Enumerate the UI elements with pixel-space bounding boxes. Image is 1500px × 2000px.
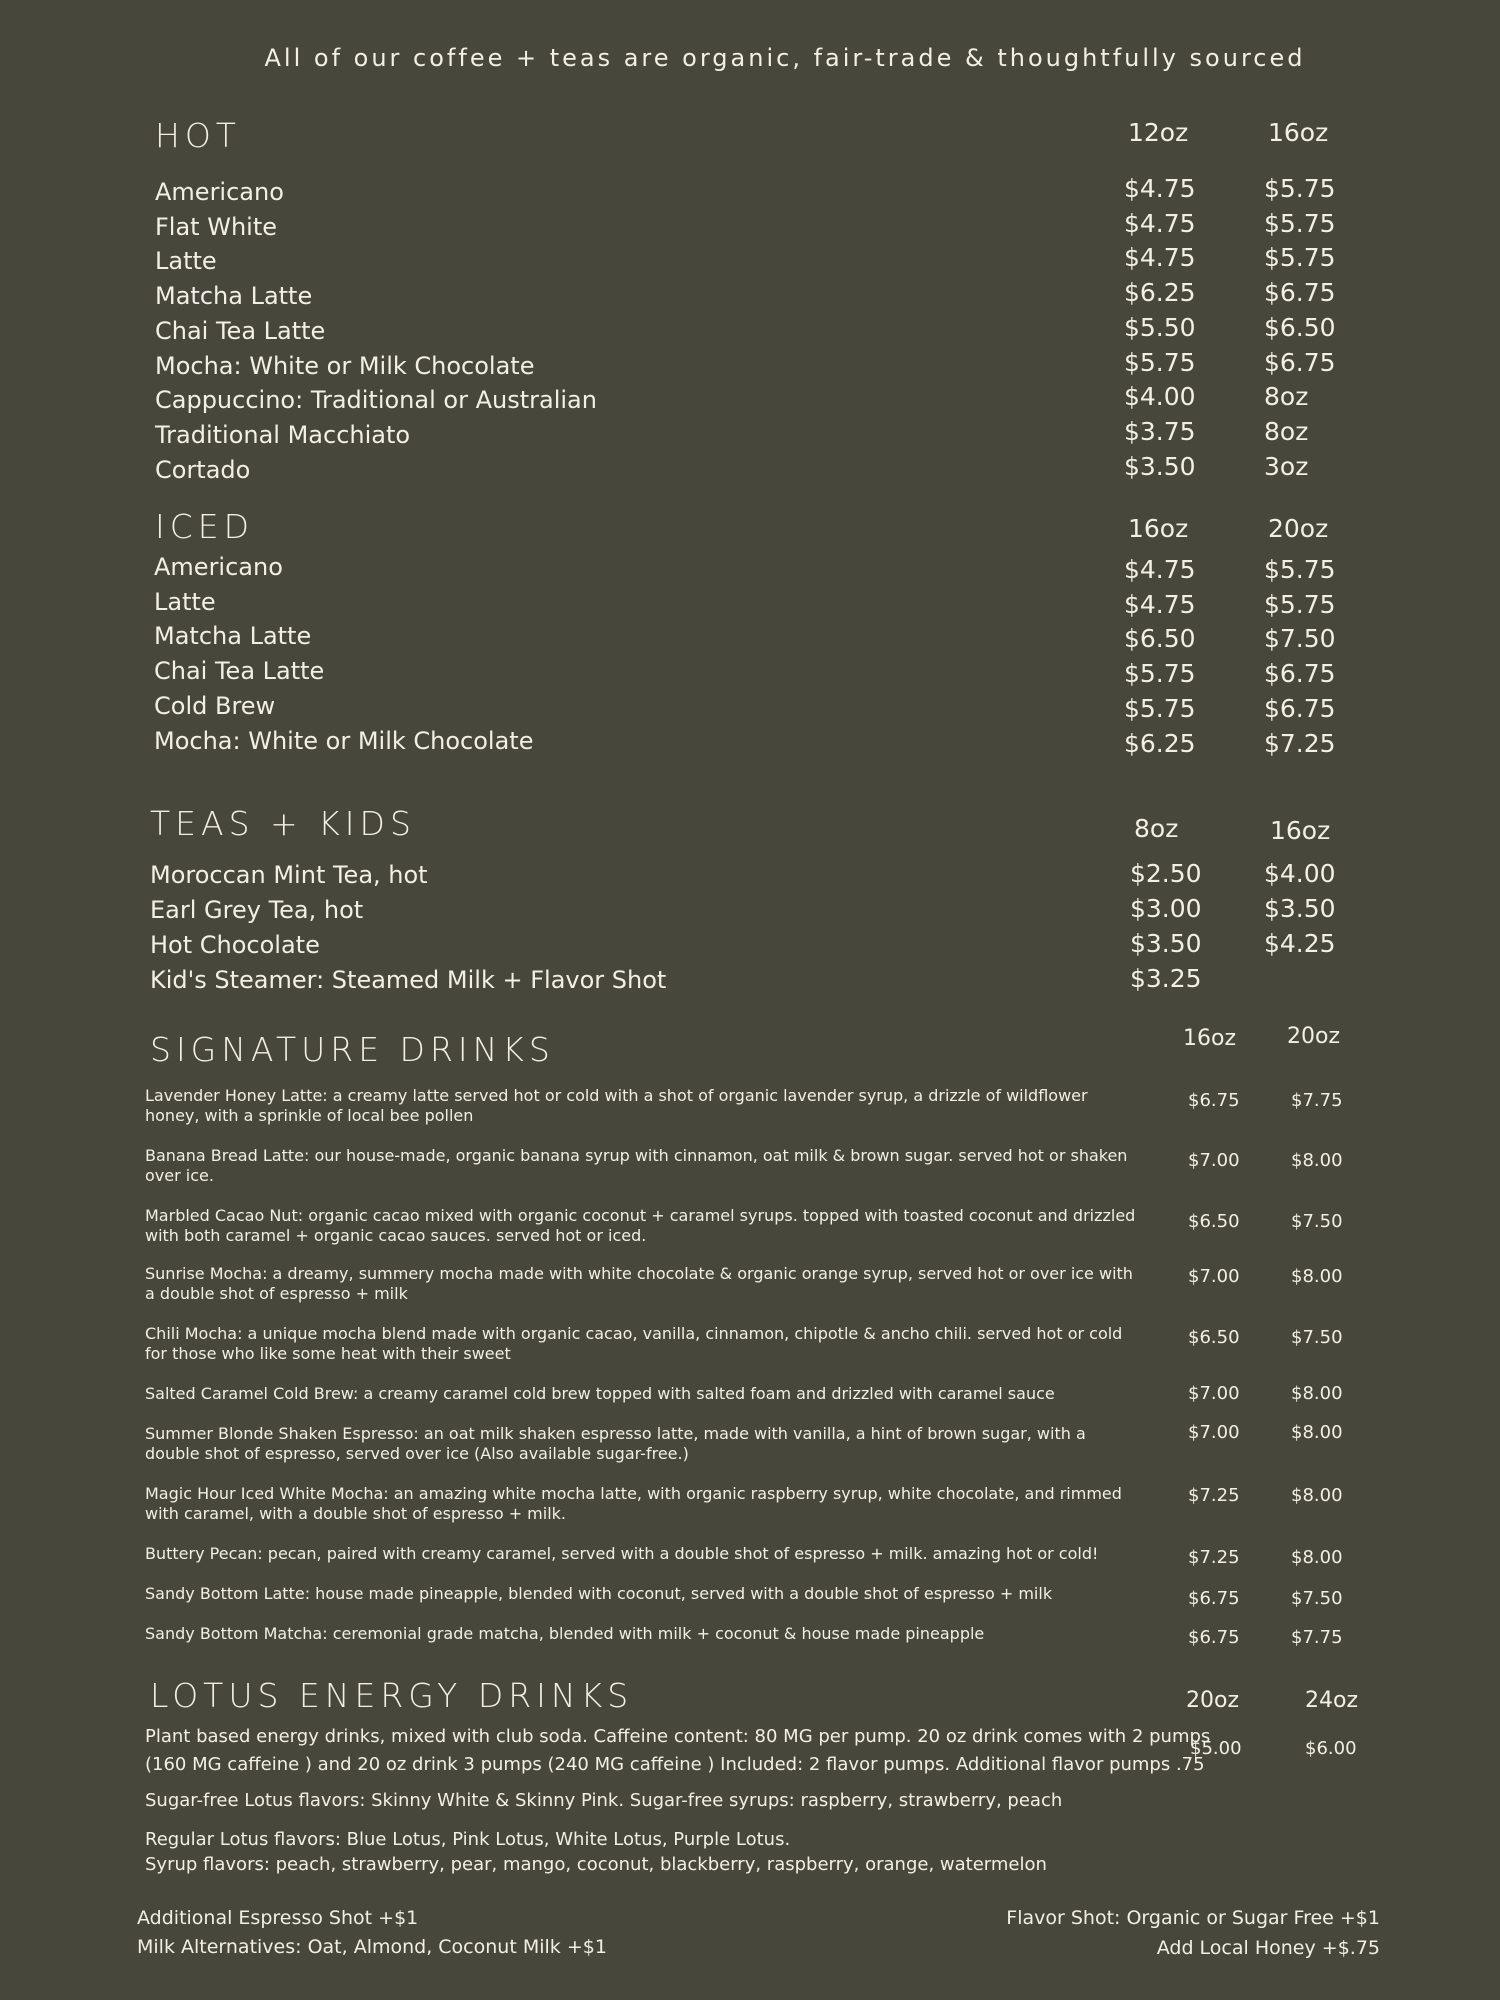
price: $5.75: [1264, 555, 1336, 584]
price: $6.75: [1188, 1627, 1240, 1648]
footer-milk-alternatives: Milk Alternatives: Oat, Almond, Coconut Milk +$1: [137, 1936, 607, 1958]
price: $4.00: [1264, 859, 1336, 888]
price: $6.75: [1188, 1588, 1240, 1609]
price: $8.00: [1291, 1150, 1343, 1171]
price: $5.75: [1124, 659, 1196, 689]
size-header: 16oz: [1270, 816, 1331, 845]
menu-item-name: Hot Chocolate: [150, 931, 320, 959]
price: $6.25: [1124, 728, 1196, 758]
menu-item-name: Matcha Latte: [154, 622, 312, 651]
menu-item-name: Earl Grey Tea, hot: [150, 896, 364, 924]
price: $7.00: [1188, 1150, 1240, 1171]
menu-item-name: Cappuccino: Traditional or Australian: [155, 386, 597, 415]
signature-item: Marbled Cacao Nut: organic cacao mixed with organic coconut + caramel syrups. topped with toasted coconut and drizzled with both caramel + organic cacao sauces. served hot or iced.: [145, 1206, 1136, 1245]
menu-item-name: Chai Tea Latte: [155, 316, 326, 345]
section-title-iced: ICED: [155, 507, 255, 546]
signature-item: Sandy Bottom Latte: house made pineapple, blended with coconut, served with a double shot of espresso + milk: [145, 1584, 1053, 1603]
lotus-sugar-free: Sugar-free Lotus flavors: Skinny White & Skinny Pink. Sugar-free syrups: raspberry, strawberry, peach: [145, 1790, 1063, 1811]
price: $7.25: [1188, 1547, 1240, 1568]
signature-item: Buttery Pecan: pecan, paired with creamy caramel, served with a double shot of espresso + milk. amazing hot or cold!: [145, 1544, 1099, 1563]
price: $5.75: [1124, 347, 1196, 377]
price: $6.75: [1264, 278, 1336, 308]
price: $6.50: [1264, 312, 1336, 342]
signature-item: Chili Mocha: a unique mocha blend made with organic cacao, vanilla, cinnamon, chipotle & ancho chili. served hot or cold for those who like some heat with their sweet: [145, 1324, 1123, 1363]
price: $3.25: [1130, 964, 1202, 993]
menu-item-name: Cortado: [155, 455, 251, 484]
price: 3oz: [1264, 451, 1309, 481]
price: $8.00: [1291, 1547, 1343, 1568]
price: $7.50: [1291, 1588, 1343, 1609]
price: $3.00: [1130, 894, 1202, 923]
menu-item-name: Matcha Latte: [155, 282, 313, 311]
price: $3.75: [1124, 416, 1196, 446]
menu-item-name: Latte: [155, 247, 217, 276]
price: 8oz: [1264, 416, 1309, 446]
signature-item: Magic Hour Iced White Mocha: an amazing white mocha latte, with organic raspberry syrup, white chocolate, and rimmed with caramel, with a double shot of espresso + milk.: [145, 1484, 1122, 1523]
menu-item-name: Americano: [155, 178, 284, 206]
menu-item-name: Latte: [154, 587, 216, 616]
price: $7.50: [1264, 624, 1336, 654]
price: $8.00: [1291, 1485, 1343, 1506]
price: $3.50: [1130, 929, 1202, 958]
price: $5.75: [1264, 174, 1336, 203]
size-header: 16oz: [1183, 1026, 1237, 1051]
section-title-teas: TEAS + KIDS: [150, 804, 416, 843]
size-header: 8oz: [1134, 814, 1179, 843]
price: $5.75: [1264, 208, 1336, 238]
price: 8oz: [1264, 382, 1309, 412]
section-title-hot: HOT: [155, 116, 241, 155]
price: $8.00: [1291, 1383, 1343, 1404]
size-header: 12oz: [1128, 118, 1189, 147]
menu-item-name: Flat White: [155, 212, 278, 241]
menu-item-name: Chai Tea Latte: [154, 657, 325, 686]
price: $7.75: [1291, 1627, 1343, 1648]
signature-item: Summer Blonde Shaken Espresso: an oat milk shaken espresso latte, made with vanilla, a hint of brown sugar, with a double shot of espresso, served over ice (Also available sugar-free.): [145, 1424, 1086, 1463]
signature-item: Salted Caramel Cold Brew: a creamy caramel cold brew topped with salted foam and drizzled with caramel sauce: [145, 1384, 1055, 1403]
price: $4.75: [1124, 555, 1196, 584]
price: $5.75: [1124, 693, 1196, 723]
price: $7.50: [1291, 1211, 1343, 1232]
size-header: 20oz: [1186, 1688, 1240, 1713]
price: $7.50: [1291, 1327, 1343, 1348]
price: $6.75: [1188, 1090, 1240, 1111]
price: $5.75: [1264, 589, 1336, 619]
menu-item-name: Mocha: White or Milk Chocolate: [154, 726, 534, 755]
price: $5.50: [1124, 312, 1196, 342]
price: $6.50: [1124, 624, 1196, 654]
tagline: All of our coffee + teas are organic, fair-trade & thoughtfully sourced: [264, 44, 1306, 72]
size-header: 16oz: [1128, 514, 1189, 543]
size-header: 20oz: [1287, 1024, 1341, 1049]
price: $5.75: [1264, 243, 1336, 273]
signature-item: Sunrise Mocha: a dreamy, summery mocha made with white chocolate & organic orange syrup, served hot or over ice with a double shot of espresso + milk: [145, 1264, 1133, 1303]
menu-item-name: Kid's Steamer: Steamed Milk + Flavor Shot: [150, 966, 667, 994]
footer-local-honey: Add Local Honey +$.75: [1156, 1937, 1380, 1959]
price: $7.25: [1264, 728, 1336, 758]
signature-item: Banana Bread Latte: our house-made, organic banana syrup with cinnamon, oat milk & brown sugar. served hot or shaken over ice.: [145, 1146, 1128, 1185]
price: $6.50: [1188, 1211, 1240, 1232]
price: $8.00: [1291, 1422, 1343, 1443]
price: $6.75: [1264, 693, 1336, 723]
price: $6.75: [1264, 659, 1336, 689]
lotus-syrup-flavors: Syrup flavors: peach, strawberry, pear, mango, coconut, blackberry, raspberry, orange, watermelon: [145, 1854, 1047, 1875]
price: $7.75: [1291, 1090, 1343, 1111]
section-title-signature: SIGNATURE DRINKS: [150, 1030, 555, 1069]
size-header: 20oz: [1268, 514, 1329, 543]
price: $4.75: [1124, 174, 1196, 203]
price: $4.75: [1124, 589, 1196, 619]
price: $4.25: [1264, 929, 1336, 958]
menu-item-name: Cold Brew: [154, 691, 276, 720]
lotus-regular-flavors: Regular Lotus flavors: Blue Lotus, Pink Lotus, White Lotus, Purple Lotus.: [145, 1829, 791, 1850]
footer-espresso-shot: Additional Espresso Shot +$1: [137, 1907, 419, 1929]
price: $4.75: [1124, 208, 1196, 238]
price: $7.00: [1188, 1266, 1240, 1287]
footer-flavor-shot: Flavor Shot: Organic or Sugar Free +$1: [1006, 1907, 1380, 1929]
menu-item-name: Americano: [154, 553, 283, 581]
price: $7.00: [1188, 1383, 1240, 1404]
menu-item-name: Moroccan Mint Tea, hot: [150, 861, 428, 889]
price: $3.50: [1264, 894, 1336, 923]
menu-item-name: Traditional Macchiato: [155, 420, 411, 449]
signature-item: Sandy Bottom Matcha: ceremonial grade matcha, blended with milk + coconut & house made pineapple: [145, 1624, 985, 1643]
lotus-description: Plant based energy drinks, mixed with club soda. Caffeine content: 80 MG per pump. 20 oz drink comes with 2 pumps (160 MG caffeine ) and 20 oz drink 3 pumps (240 MG caffeine ) Included: 2 flavor pumps. Additional flavor pumps .75: [145, 1726, 1211, 1775]
price: $2.50: [1130, 859, 1202, 888]
price: $4.00: [1124, 382, 1196, 412]
size-header: 24oz: [1305, 1688, 1359, 1713]
price: $7.00: [1188, 1422, 1240, 1443]
menu-item-name: Mocha: White or Milk Chocolate: [155, 351, 535, 380]
price: $6.75: [1264, 347, 1336, 377]
section-title-lotus: LOTUS ENERGY DRINKS: [150, 1676, 634, 1715]
price: $5.00: [1190, 1738, 1242, 1759]
size-header: 16oz: [1268, 118, 1329, 147]
price: $6.50: [1188, 1327, 1240, 1348]
price: $8.00: [1291, 1266, 1343, 1287]
price: $6.25: [1124, 278, 1196, 308]
price: $7.25: [1188, 1485, 1240, 1506]
signature-item: Lavender Honey Latte: a creamy latte served hot or cold with a shot of organic lavender syrup, a drizzle of wildflower honey, with a sprinkle of local bee pollen: [145, 1086, 1088, 1125]
price: $3.50: [1124, 451, 1196, 481]
price: $6.00: [1305, 1738, 1357, 1759]
price: $4.75: [1124, 243, 1196, 273]
